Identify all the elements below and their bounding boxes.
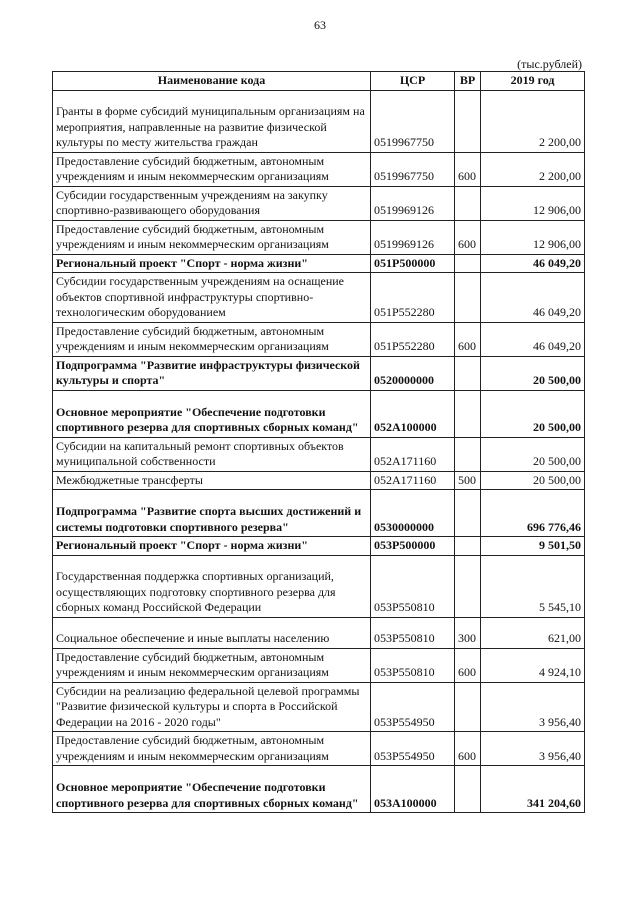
header-csr: ЦСР bbox=[371, 72, 455, 91]
row-csr-cell: 053P554950 bbox=[371, 732, 455, 766]
row-sum-cell: 3 956,40 bbox=[481, 732, 585, 766]
row-sum-cell: 20 500,00 bbox=[481, 356, 585, 390]
row-csr-cell: 053P550810 bbox=[371, 555, 455, 617]
row-name-cell: Подпрограмма "Развитие инфраструктуры физической культуры и спорта" bbox=[53, 356, 371, 390]
row-csr-cell: 053A100000 bbox=[371, 766, 455, 813]
row-csr-cell: 053P554950 bbox=[371, 682, 455, 732]
row-name-cell: Подпрограмма "Развитие спорта высших достижений и системы подготовки спортивного резерва" bbox=[53, 490, 371, 537]
row-csr-cell: 0519967750 bbox=[371, 90, 455, 152]
row-vr-cell: 600 bbox=[455, 648, 481, 682]
row-vr-cell: 600 bbox=[455, 152, 481, 186]
table-row bbox=[53, 732, 585, 766]
row-csr-cell: 0520000000 bbox=[371, 356, 455, 390]
table-row bbox=[53, 220, 585, 254]
row-vr-cell bbox=[455, 186, 481, 220]
row-vr-cell bbox=[455, 356, 481, 390]
row-sum-cell: 20 500,00 bbox=[481, 437, 585, 471]
row-sum-cell: 12 906,00 bbox=[481, 220, 585, 254]
row-vr-cell bbox=[455, 390, 481, 437]
row-vr-cell bbox=[455, 490, 481, 537]
row-sum-cell: 20 500,00 bbox=[481, 390, 585, 437]
table-row bbox=[53, 273, 585, 323]
row-name-cell: Основное мероприятие "Обеспечение подготовки спортивного резерва для спортивных сборных команд" bbox=[53, 390, 371, 437]
row-sum-cell: 2 200,00 bbox=[481, 152, 585, 186]
row-vr-cell: 600 bbox=[455, 732, 481, 766]
row-csr-cell: 0519969126 bbox=[371, 220, 455, 254]
row-sum-cell: 3 956,40 bbox=[481, 682, 585, 732]
row-name-cell: Предоставление субсидий бюджетным, автономным учреждениям и иным некоммерческим организациям bbox=[53, 732, 371, 766]
table-row bbox=[53, 437, 585, 471]
row-vr-cell bbox=[455, 273, 481, 323]
row-vr-cell: 500 bbox=[455, 471, 481, 490]
budget-table bbox=[52, 71, 585, 813]
row-csr-cell: 052A171160 bbox=[371, 437, 455, 471]
table-row bbox=[53, 537, 585, 556]
row-name-cell: Межбюджетные трансферты bbox=[53, 471, 371, 490]
table-row bbox=[53, 356, 585, 390]
row-name-cell: Социальное обеспечение и иные выплаты населению bbox=[53, 617, 371, 648]
table-row bbox=[53, 648, 585, 682]
row-name-cell: Предоставление субсидий бюджетным, автономным учреждениям и иным некоммерческим организациям bbox=[53, 220, 371, 254]
row-sum-cell: 341 204,60 bbox=[481, 766, 585, 813]
table-row bbox=[53, 682, 585, 732]
row-csr-cell: 051P500000 bbox=[371, 254, 455, 273]
table-row bbox=[53, 555, 585, 617]
row-name-cell: Субсидии на реализацию федеральной целевой программы "Развитие физической культуры и спорта в Российской Федерации на 2016 - 2020 годы" bbox=[53, 682, 371, 732]
row-csr-cell: 053P550810 bbox=[371, 648, 455, 682]
row-name-cell: Государственная поддержка спортивных организаций, осуществляющих подготовку спортивного резерва для сборных команд Российской Федерации bbox=[53, 555, 371, 617]
header-vr: ВР bbox=[455, 72, 481, 91]
row-name-cell: Субсидии государственным учреждениям на закупку спортивно-развивающего оборудования bbox=[53, 186, 371, 220]
table-row bbox=[53, 186, 585, 220]
row-sum-cell: 20 500,00 bbox=[481, 471, 585, 490]
row-csr-cell: 0519969126 bbox=[371, 186, 455, 220]
row-name-cell: Региональный проект "Спорт - норма жизни" bbox=[53, 537, 371, 556]
row-csr-cell: 0519967750 bbox=[371, 152, 455, 186]
row-csr-cell: 052A100000 bbox=[371, 390, 455, 437]
row-name-cell: Основное мероприятие "Обеспечение подготовки спортивного резерва для спортивных сборных команд" bbox=[53, 766, 371, 813]
row-sum-cell: 2 200,00 bbox=[481, 90, 585, 152]
row-sum-cell: 46 049,20 bbox=[481, 254, 585, 273]
units-label: (тыс.рублей) bbox=[517, 57, 582, 71]
row-csr-cell: 0530000000 bbox=[371, 490, 455, 537]
row-sum-cell: 621,00 bbox=[481, 617, 585, 648]
header-name: Наименование кода bbox=[53, 72, 371, 91]
row-name-cell: Субсидии на капитальный ремонт спортивных объектов муниципальной собственности bbox=[53, 437, 371, 471]
table-row bbox=[53, 766, 585, 813]
page-number: 63 bbox=[314, 18, 326, 32]
row-sum-cell: 46 049,20 bbox=[481, 322, 585, 356]
table-row bbox=[53, 390, 585, 437]
table-row bbox=[53, 322, 585, 356]
row-sum-cell: 12 906,00 bbox=[481, 186, 585, 220]
row-name-cell: Предоставление субсидий бюджетным, автономным учреждениям и иным некоммерческим организациям bbox=[53, 322, 371, 356]
table-row bbox=[53, 617, 585, 648]
row-vr-cell bbox=[455, 555, 481, 617]
row-vr-cell: 600 bbox=[455, 322, 481, 356]
row-csr-cell: 053P550810 bbox=[371, 617, 455, 648]
row-vr-cell bbox=[455, 682, 481, 732]
row-sum-cell: 696 776,46 bbox=[481, 490, 585, 537]
table-row bbox=[53, 90, 585, 152]
row-name-cell: Региональный проект "Спорт - норма жизни" bbox=[53, 254, 371, 273]
table-row bbox=[53, 152, 585, 186]
row-csr-cell: 051P552280 bbox=[371, 273, 455, 323]
row-vr-cell bbox=[455, 537, 481, 556]
table-row bbox=[53, 254, 585, 273]
row-name-cell: Субсидии государственным учреждениям на оснащение объектов спортивной инфраструктуры спортивно-технологическим оборудованием bbox=[53, 273, 371, 323]
row-sum-cell: 9 501,50 bbox=[481, 537, 585, 556]
header-year: 2019 год bbox=[481, 72, 585, 91]
row-name-cell: Предоставление субсидий бюджетным, автономным учреждениям и иным некоммерческим организациям bbox=[53, 648, 371, 682]
row-sum-cell: 5 545,10 bbox=[481, 555, 585, 617]
row-csr-cell: 053P500000 bbox=[371, 537, 455, 556]
header-row bbox=[53, 72, 585, 91]
row-vr-cell bbox=[455, 437, 481, 471]
row-vr-cell: 600 bbox=[455, 220, 481, 254]
row-csr-cell: 052A171160 bbox=[371, 471, 455, 490]
row-sum-cell: 46 049,20 bbox=[481, 273, 585, 323]
table-row bbox=[53, 471, 585, 490]
row-vr-cell bbox=[455, 90, 481, 152]
table-row bbox=[53, 490, 585, 537]
row-csr-cell: 051P552280 bbox=[371, 322, 455, 356]
row-vr-cell bbox=[455, 766, 481, 813]
row-name-cell: Предоставление субсидий бюджетным, автономным учреждениям и иным некоммерческим организациям bbox=[53, 152, 371, 186]
row-name-cell: Гранты в форме субсидий муниципальным организациям на мероприятия, направленные на развитие физической культуры по месту жительства граждан bbox=[53, 90, 371, 152]
row-vr-cell bbox=[455, 254, 481, 273]
row-sum-cell: 4 924,10 bbox=[481, 648, 585, 682]
row-vr-cell: 300 bbox=[455, 617, 481, 648]
